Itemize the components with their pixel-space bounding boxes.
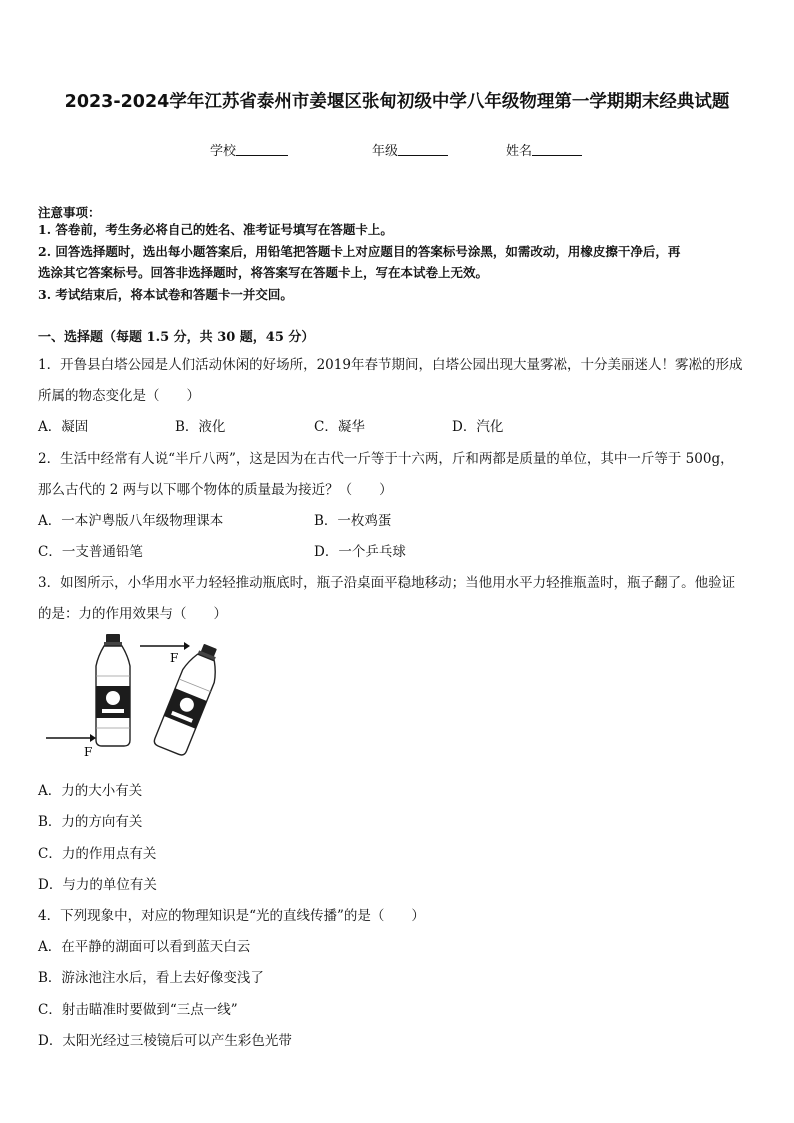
tipping-bottle-icon [153,640,226,757]
name-label: 姓名 [506,144,533,159]
grade-field [372,140,448,159]
section-heading: 一、选择题（每题 1.5 分，共 30 题，45 分） [38,330,315,345]
force-label-bottom: F [84,745,93,759]
bottle-push-figure [40,632,230,764]
question-4-option-b: B．游泳池注水后，看上去好像变浅了 [38,970,264,986]
school-field [210,140,288,159]
question-1-option-b: B．液化 [175,419,226,435]
note-item: 2. 回答选择题时，选出每小题答案后，用铅笔把答题卡上对应题目的答案标号涂黑，如需改动，用橡皮擦干净后，再 [38,244,681,259]
upright-bottle-icon [96,634,130,746]
question-4-option-a: A．在平静的湖面可以看到蓝天白云 [38,939,251,955]
question-2-option-d: D．一个乒乓球 [314,544,406,560]
grade-blank [398,142,448,156]
note-item: 选涂其它答案标号。回答非选择题时，将答案写在答题卡上，写在本试卷上无效。 [38,265,489,280]
name-field [506,140,582,159]
school-label: 学校 [210,144,237,159]
name-blank [532,142,582,156]
exam-title: 2023-2024学年江苏省泰州市姜堰区张甸初级中学八年级物理第一学期期末经典试题 [64,92,730,112]
question-3-line: 3．如图所示，小华用水平力轻轻推动瓶底时，瓶子沿桌面平稳地移动；当他用水平力轻推瓶盖时，瓶子翻了。他验证 [38,575,736,591]
question-2-line: 那么古代的 2 两与以下哪个物体的质量最为接近？（ ） [38,482,393,498]
question-1-option-d: D．汽化 [452,419,504,435]
force-arrow-top-icon [140,642,190,650]
question-2-option-b: B．一枚鸡蛋 [314,513,392,529]
question-3-line: 的是：力的作用效果与（ ） [38,606,227,622]
question-3-option-c: C．力的作用点有关 [38,846,157,862]
question-4-option-c: C．射击瞄准时要做到“三点一线” [38,1002,238,1018]
question-2-option-a: A．一本沪粤版八年级物理课本 [38,513,224,529]
note-item: 3. 考试结束后，将本试卷和答题卡一并交回。 [38,287,293,302]
question-4-line: 4．下列现象中，对应的物理知识是“光的直线传播”的是（ ） [38,908,425,924]
school-blank [236,142,288,156]
question-4-option-d: D．太阳光经过三棱镜后可以产生彩色光带 [38,1033,292,1049]
grade-label: 年级 [372,144,399,159]
force-label-top: F [170,651,179,665]
question-3-option-a: A．力的大小有关 [38,783,143,799]
question-3-option-b: B．力的方向有关 [38,814,143,830]
notes-heading: 注意事项： [38,205,101,220]
question-3-option-d: D．与力的单位有关 [38,877,157,893]
question-2-option-c: C．一支普通铅笔 [38,544,143,560]
question-2-line: 2．生活中经常有人说“半斤八两”，这是因为在古代一斤等于十六两，斤和两都是质量的单位，其中一斤等于 500g， [38,451,734,467]
force-arrow-bottom-icon [46,734,96,742]
question-1-line: 1．开鲁县白塔公园是人们活动休闲的好场所，2019年春节期间，白塔公园出现大量雾凇，十分美丽迷人！雾凇的形成 [38,357,743,373]
note-item: 1. 答卷前，考生务必将自己的姓名、准考证号填写在答题卡上。 [38,222,393,237]
question-1-line: 所属的物态变化是（ ） [38,388,200,404]
question-1-option-a: A．凝固 [38,419,89,435]
question-1-option-c: C．凝华 [314,419,365,435]
